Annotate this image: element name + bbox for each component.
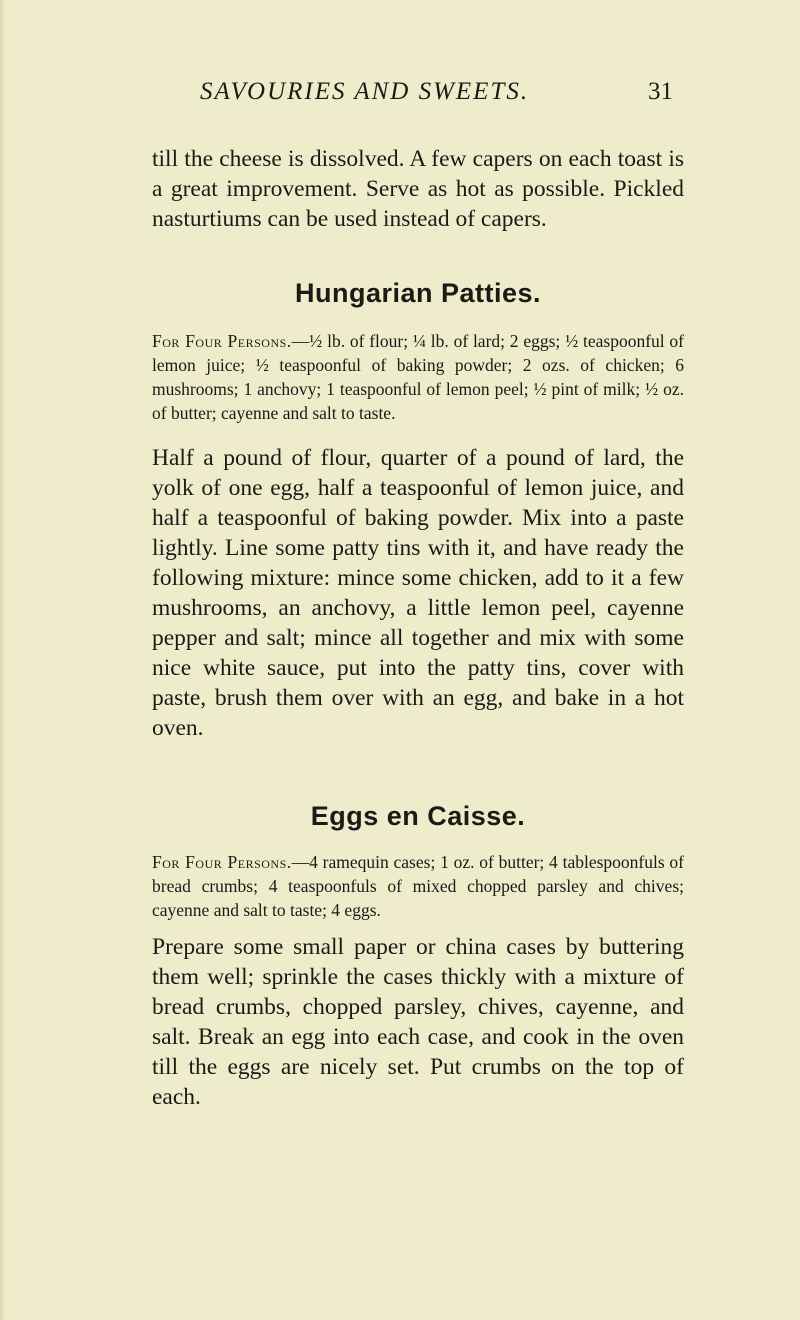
ingredient-list: —½ lb. of flour; ¼ lb. of lard; 2 eggs; ½ teaspoonful of lemon juice; ½ teaspoonful of baking powder; 2 ozs. of chicken; 6 mushrooms; 1 anchovy; 1 teaspoonful of lemon peel; ½ pint of milk; ½ oz. of butter; cayenne and salt to taste. (152, 331, 684, 423)
ingredient-list: —4 ramequin cases; 1 oz. of butter; 4 tablespoonfuls of bread crumbs; 4 teaspoonfuls of mixed chopped parsley and chives; cayenne and salt to taste; 4 eggs. (152, 852, 685, 920)
serving-label: For Four Persons. (152, 331, 292, 351)
running-title: SAVOURIES AND SWEETS. (200, 78, 530, 105)
page-content (152, 144, 684, 1112)
page-number: 31 (648, 78, 673, 105)
page-edge (0, 0, 6, 1320)
recipe-title-hungarian-patties: Hungarian Patties. (294, 278, 542, 308)
recipe-method-eggs-en-caisse: Prepare some small paper or china cases by buttering them well; sprinkle the cases thickly with a mixture of bread crumbs, chopped parsley, chives, cayenne, and salt. Break an egg into each case, and cook in the oven till the eggs are nicely set. Put crumbs on the top of each. (152, 934, 684, 1110)
recipe-ingredients-eggs-en-caisse (152, 850, 684, 922)
recipe-ingredients-hungarian-patties (152, 329, 684, 425)
intro-paragraph: till the cheese is dissolved. A few capers on each toast is a great improvement. Serve as hot as possible. Pickled nasturtiums can be used instead of capers. (152, 146, 684, 232)
page-header (0, 78, 800, 118)
recipe-method-hungarian-patties: Half a pound of flour, quarter of a pound of lard, the yolk of one egg, half a teaspoonful of lemon juice, and half a teaspoonful of baking powder. Mix into a paste lightly. Line some patty tins with it, and have ready the following mixture: mince some chicken, add to it a few mushrooms, an anchovy, a little lemon peel, cayenne pepper and salt; mince all together and mix with some nice white sauce, put into the patty tins, cover with paste, brush them over with an egg, and bake in a hot oven. (152, 445, 684, 741)
serving-label: For Four Persons. (152, 852, 292, 872)
recipe-title-eggs-en-caisse: Eggs en Caisse. (310, 801, 526, 831)
